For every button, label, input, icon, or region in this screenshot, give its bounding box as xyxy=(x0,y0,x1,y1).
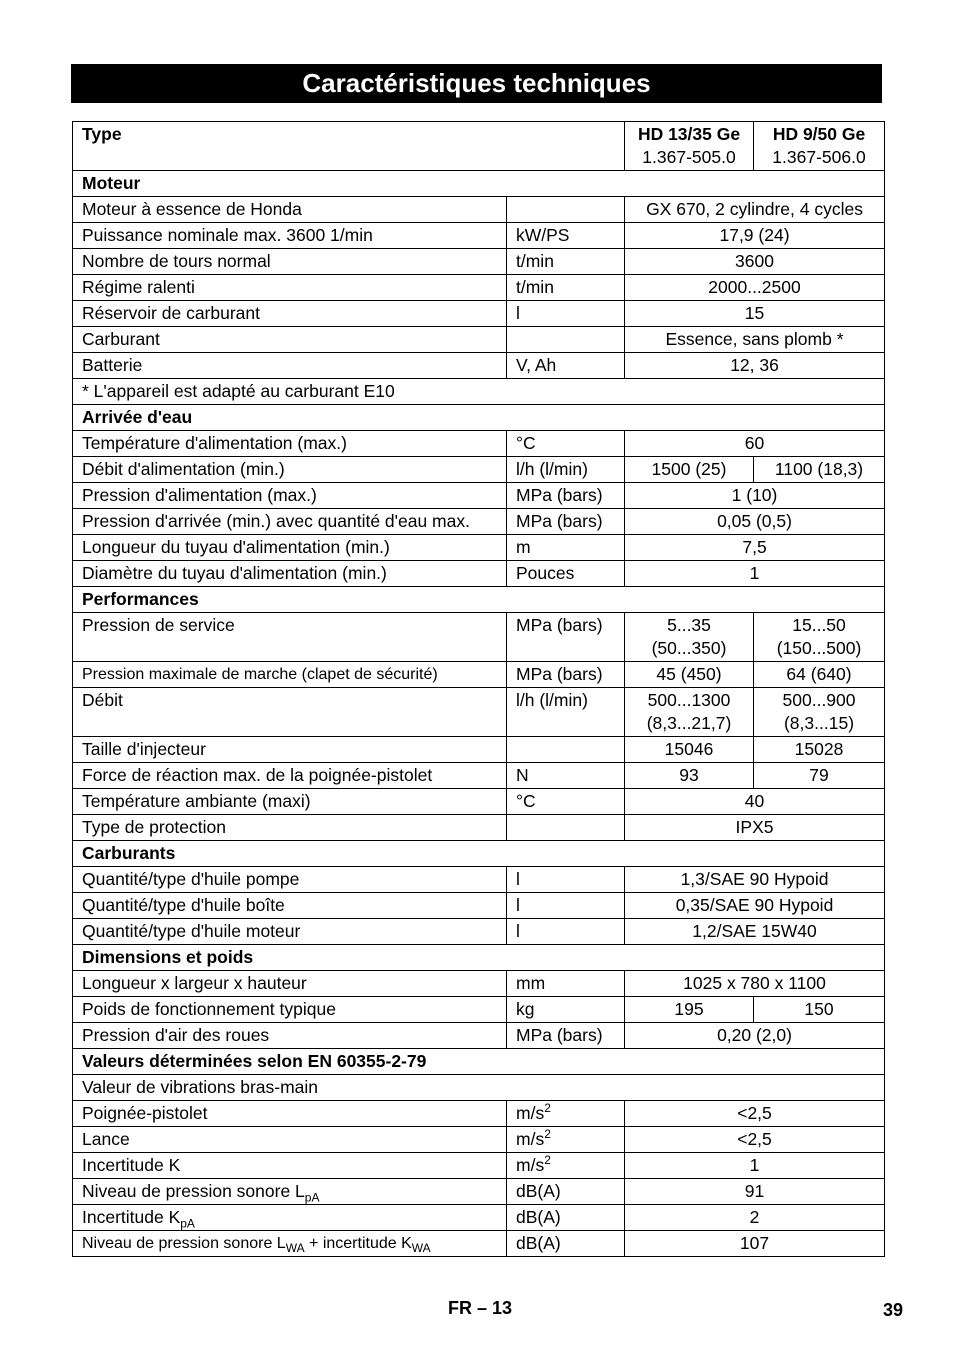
row-label: Poids de fonctionnement typique xyxy=(73,997,507,1023)
row-value-2 xyxy=(754,688,885,737)
row-label xyxy=(73,1179,507,1205)
row-unit: l xyxy=(507,867,625,893)
row-value-2: 79 xyxy=(754,763,885,789)
row-label: Taille d'injecteur xyxy=(73,737,507,763)
row-unit: MPa (bars) xyxy=(507,1023,625,1049)
row-value: 107 xyxy=(625,1231,885,1257)
row-value: 0,35/SAE 90 Hypoid xyxy=(625,893,885,919)
row-unit: dB(A) xyxy=(507,1205,625,1231)
table-row xyxy=(73,1075,885,1101)
row-unit: MPa (bars) xyxy=(507,613,625,662)
row-value: 2 xyxy=(625,1205,885,1231)
row-unit: MPa (bars) xyxy=(507,483,625,509)
row-label: Température ambiante (maxi) xyxy=(73,789,507,815)
row-unit: t/min xyxy=(507,275,625,301)
table-row xyxy=(73,789,885,815)
label-subscript: WA xyxy=(285,1241,305,1256)
row-label: Type de protection xyxy=(73,815,507,841)
row-value: 1025 x 780 x 1100 xyxy=(625,971,885,997)
row-value: 91 xyxy=(625,1179,885,1205)
model2-name: HD 9/50 Ge xyxy=(772,124,866,144)
row-value: 0,05 (0,5) xyxy=(625,509,885,535)
value-line: (8,3...21,7) xyxy=(646,713,732,733)
row-label xyxy=(73,1205,507,1231)
row-unit: kg xyxy=(507,997,625,1023)
section-dimensions: Dimensions et poids xyxy=(73,945,885,971)
row-unit: kW/PS xyxy=(507,223,625,249)
row-unit: V, Ah xyxy=(507,353,625,379)
footer-section-marker xyxy=(448,1298,512,1319)
row-value: 2000...2500 xyxy=(625,275,885,301)
row-label xyxy=(73,1231,507,1257)
row-value: Essence, sans plomb * xyxy=(625,327,885,353)
row-label: Pression d'air des roues xyxy=(73,1023,507,1049)
table-row xyxy=(73,353,885,379)
row-label: Diamètre du tuyau d'alimentation (min.) xyxy=(73,561,507,587)
row-value-1 xyxy=(625,688,754,737)
table-row xyxy=(73,1179,885,1205)
row-unit: t/min xyxy=(507,249,625,275)
value-line: 5...35 xyxy=(667,615,711,635)
table-row xyxy=(73,1231,885,1257)
row-value: 1 xyxy=(625,561,885,587)
section-performances: Performances xyxy=(73,587,885,613)
table-row xyxy=(73,688,885,737)
section-row xyxy=(73,945,885,971)
table-row xyxy=(73,535,885,561)
table-row xyxy=(73,763,885,789)
row-value: 1 xyxy=(625,1153,885,1179)
section-valeurs: Valeurs déterminées selon EN 60355-2-79 xyxy=(73,1049,885,1075)
row-label: Moteur à essence de Honda xyxy=(73,197,507,223)
section-row xyxy=(73,587,885,613)
table-row xyxy=(73,223,885,249)
table-row xyxy=(73,662,885,688)
model1-header xyxy=(625,122,754,171)
row-unit: mm xyxy=(507,971,625,997)
row-value: 7,5 xyxy=(625,535,885,561)
label-text: Incertitude K xyxy=(82,1207,181,1227)
row-value: <2,5 xyxy=(625,1101,885,1127)
table-row xyxy=(73,1127,885,1153)
row-value: 1 (10) xyxy=(625,483,885,509)
label-subscript: pA xyxy=(180,1216,195,1231)
table-row xyxy=(73,997,885,1023)
row-unit xyxy=(507,327,625,353)
row-unit: m xyxy=(507,535,625,561)
row-value-1: 195 xyxy=(625,997,754,1023)
unit-superscript: 2 xyxy=(544,1153,551,1168)
row-label: Température d'alimentation (max.) xyxy=(73,431,507,457)
row-unit: l xyxy=(507,301,625,327)
table-row xyxy=(73,1101,885,1127)
row-unit: l/h (l/min) xyxy=(507,457,625,483)
unit-text: m/s xyxy=(516,1103,545,1123)
unit-superscript: 2 xyxy=(544,1101,551,1116)
row-value-2 xyxy=(754,613,885,662)
section-carburants: Carburants xyxy=(73,841,885,867)
row-value: 1,2/SAE 15W40 xyxy=(625,919,885,945)
model2-code: 1.367-506.0 xyxy=(772,147,866,167)
table-row-type xyxy=(73,122,885,171)
page-number: 39 xyxy=(883,1300,904,1320)
value-line: (8,3...15) xyxy=(783,713,855,733)
row-value: 3600 xyxy=(625,249,885,275)
table-row xyxy=(73,327,885,353)
row-label: Force de réaction max. de la poignée-pistolet xyxy=(73,763,507,789)
row-unit: Pouces xyxy=(507,561,625,587)
label-text: Niveau de pression sonore L xyxy=(82,1181,305,1201)
row-unit: l xyxy=(507,893,625,919)
row-label: Carburant xyxy=(73,327,507,353)
label-subscript: pA xyxy=(304,1190,320,1205)
row-unit xyxy=(507,1101,625,1127)
row-unit: MPa (bars) xyxy=(507,662,625,688)
row-label: Puissance nominale max. 3600 1/min xyxy=(73,223,507,249)
table-row xyxy=(73,431,885,457)
row-value-1: 15046 xyxy=(625,737,754,763)
row-label: Pression de service xyxy=(73,613,507,662)
table-row xyxy=(73,971,885,997)
row-value-2: 15028 xyxy=(754,737,885,763)
table-row xyxy=(73,1153,885,1179)
row-label: Longueur du tuyau d'alimentation (min.) xyxy=(73,535,507,561)
row-value-2: 64 (640) xyxy=(754,662,885,688)
table-row xyxy=(73,483,885,509)
row-value: GX 670, 2 cylindre, 4 cycles xyxy=(625,197,885,223)
table-row xyxy=(73,815,885,841)
footer-section-page: 13 xyxy=(492,1298,513,1318)
row-label: Quantité/type d'huile pompe xyxy=(73,867,507,893)
table-row xyxy=(73,613,885,662)
row-unit: MPa (bars) xyxy=(507,509,625,535)
value-line: 500...900 xyxy=(782,690,856,710)
label-text: + incertitude K xyxy=(304,1235,412,1252)
row-label: Pression d'arrivée (min.) avec quantité d'eau max. xyxy=(73,509,507,535)
row-unit xyxy=(507,737,625,763)
footer-lang: FR xyxy=(448,1298,472,1318)
section-arrivee: Arrivée d'eau xyxy=(73,405,885,431)
label-text: Niveau de pression sonore L xyxy=(82,1235,286,1252)
model1-name: HD 13/35 Ge xyxy=(637,124,741,144)
table-row xyxy=(73,867,885,893)
unit-superscript: 2 xyxy=(544,1127,551,1142)
value-line: (50...350) xyxy=(651,638,727,658)
row-value: IPX5 xyxy=(625,815,885,841)
row-label: Batterie xyxy=(73,353,507,379)
row-label: Longueur x largeur x hauteur xyxy=(73,971,507,997)
section-moteur: Moteur xyxy=(73,171,885,197)
row-value-1: 45 (450) xyxy=(625,662,754,688)
label-subscript: WA xyxy=(411,1241,431,1256)
table-row xyxy=(73,893,885,919)
table-row xyxy=(73,737,885,763)
row-label: Régime ralenti xyxy=(73,275,507,301)
row-value: <2,5 xyxy=(625,1127,885,1153)
row-unit: dB(A) xyxy=(507,1231,625,1257)
row-unit: °C xyxy=(507,431,625,457)
table-row xyxy=(73,379,885,405)
row-unit xyxy=(507,1127,625,1153)
row-label: Pression d'alimentation (max.) xyxy=(73,483,507,509)
row-value: 17,9 (24) xyxy=(625,223,885,249)
row-label: Incertitude K xyxy=(73,1153,507,1179)
row-unit: l/h (l/min) xyxy=(507,688,625,737)
row-value: 40 xyxy=(625,789,885,815)
row-value: 15 xyxy=(625,301,885,327)
row-label: Pression maximale de marche (clapet de sécurité) xyxy=(73,662,507,688)
row-unit: dB(A) xyxy=(507,1179,625,1205)
table-row xyxy=(73,197,885,223)
row-unit xyxy=(507,197,625,223)
section-row xyxy=(73,1049,885,1075)
row-label: Réservoir de carburant xyxy=(73,301,507,327)
row-unit: °C xyxy=(507,789,625,815)
spec-table xyxy=(72,121,885,1257)
footer-dash: – xyxy=(477,1298,488,1318)
note-e10: * L'appareil est adapté au carburant E10 xyxy=(73,379,885,405)
row-label: Débit d'alimentation (min.) xyxy=(73,457,507,483)
table-row xyxy=(73,457,885,483)
row-label: Poignée-pistolet xyxy=(73,1101,507,1127)
row-label: Lance xyxy=(73,1127,507,1153)
type-label: Type xyxy=(73,122,625,171)
table-row xyxy=(73,249,885,275)
value-line: 15...50 xyxy=(792,615,846,635)
row-unit xyxy=(507,1153,625,1179)
row-unit: l xyxy=(507,919,625,945)
row-value-2: 150 xyxy=(754,997,885,1023)
table-row xyxy=(73,561,885,587)
row-unit: N xyxy=(507,763,625,789)
table-row xyxy=(73,301,885,327)
row-label: Débit xyxy=(73,688,507,737)
row-value: 12, 36 xyxy=(625,353,885,379)
row-value: 0,20 (2,0) xyxy=(625,1023,885,1049)
row-unit xyxy=(507,815,625,841)
row-value-1: 93 xyxy=(625,763,754,789)
page-title: Caractéristiques techniques xyxy=(71,64,882,103)
model2-header xyxy=(754,122,885,171)
value-line: 500...1300 xyxy=(647,690,731,710)
table-row xyxy=(73,1205,885,1231)
section-row xyxy=(73,171,885,197)
row-value-2: 1100 (18,3) xyxy=(754,457,885,483)
value-line: (150...500) xyxy=(776,638,862,658)
row-value-1 xyxy=(625,613,754,662)
table-row xyxy=(73,919,885,945)
unit-text: m/s xyxy=(516,1155,545,1175)
row-label: Quantité/type d'huile moteur xyxy=(73,919,507,945)
table-row xyxy=(73,275,885,301)
section-row xyxy=(73,405,885,431)
row-label: Quantité/type d'huile boîte xyxy=(73,893,507,919)
table-row xyxy=(73,509,885,535)
model1-code: 1.367-505.0 xyxy=(642,147,736,167)
unit-text: m/s xyxy=(516,1129,545,1149)
row-label: Nombre de tours normal xyxy=(73,249,507,275)
section-row xyxy=(73,841,885,867)
row-value-1: 1500 (25) xyxy=(625,457,754,483)
row-value: 60 xyxy=(625,431,885,457)
row-label: Valeur de vibrations bras-main xyxy=(73,1075,885,1101)
table-row xyxy=(73,1023,885,1049)
row-value: 1,3/SAE 90 Hypoid xyxy=(625,867,885,893)
